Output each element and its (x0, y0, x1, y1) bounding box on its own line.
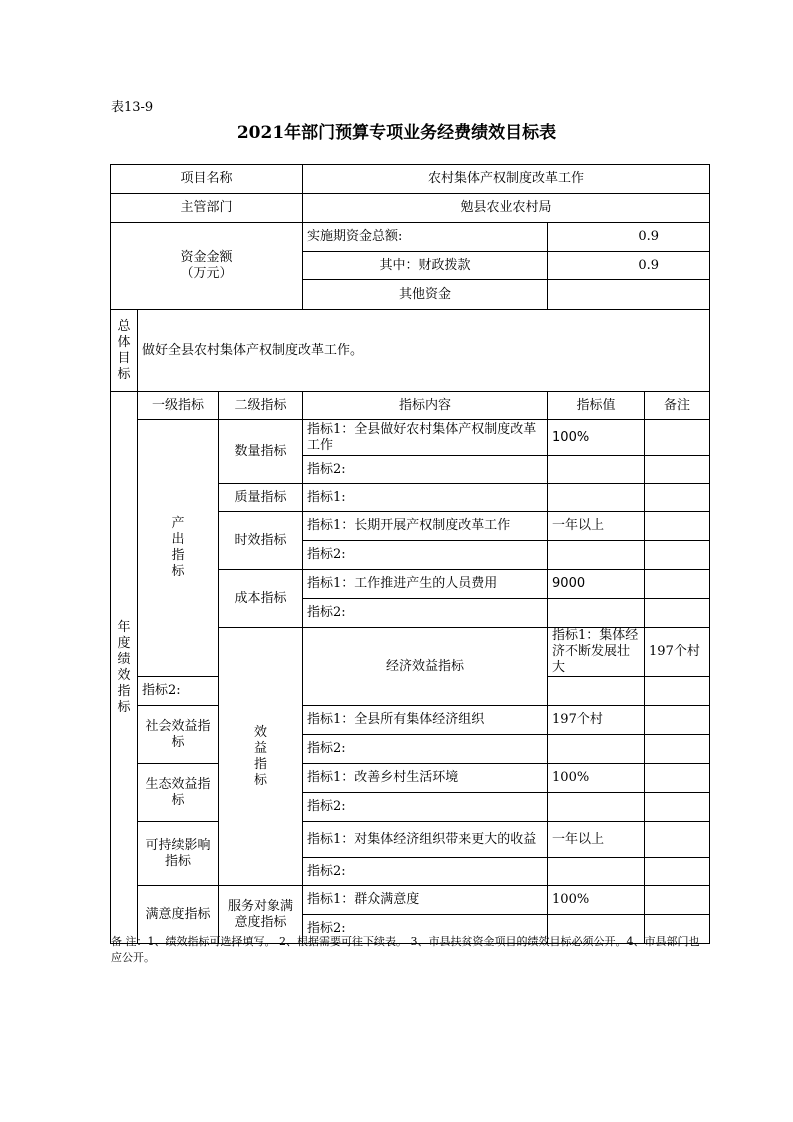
row-c1-value: 9000 (548, 570, 645, 599)
row-ql1-value (548, 484, 645, 512)
row-g2-value (548, 793, 645, 822)
row-p1-value: 一年以上 (548, 822, 645, 858)
row-s1-value: 197个村 (548, 706, 645, 735)
funds-label-line1: 资金金额 (180, 250, 233, 265)
row-p2-value (548, 858, 645, 886)
row-t1-value: 一年以上 (548, 512, 645, 541)
sub-eco: 生态效益指标 (138, 764, 219, 822)
sub-sustain: 可持续影响指标 (138, 822, 219, 886)
row-e2-remark (645, 677, 710, 706)
row-c2-content: 指标2: (303, 599, 548, 628)
sub-cost: 成本指标 (219, 570, 303, 628)
row-c1-content: 指标1：工作推进产生的人员费用 (303, 570, 548, 599)
footnote: 备 注：1、绩效指标可选择填写。 2、根据需要可往下续表。 3、市县扶贫资金项目的绩效目标必须公开。4、市县部门也应公开。 (111, 935, 700, 964)
funds-fiscal-value: 0.9 (548, 252, 710, 280)
row-q2-content: 指标2: (303, 456, 548, 484)
annual-indicators-text: 年度绩效指标 (117, 619, 131, 715)
header-remark: 备注 (645, 392, 710, 420)
row-ql1-content: 指标1: (303, 484, 548, 512)
row-g2-content: 指标2: (303, 793, 548, 822)
row-s2-value (548, 735, 645, 764)
table-row (111, 822, 710, 858)
group-output-text: 产出指标 (171, 516, 185, 579)
sub-social: 社会效益指标 (138, 706, 219, 764)
row-t2-remark (645, 541, 710, 570)
row-m1-content: 指标1：群众满意度 (303, 886, 548, 915)
row-q2-remark (645, 456, 710, 484)
funds-label (111, 223, 303, 310)
row-ql1-remark (645, 484, 710, 512)
row-t1-remark (645, 512, 710, 541)
row-p2-content: 指标2: (303, 858, 548, 886)
annual-indicators-label (111, 392, 138, 944)
group-output (138, 420, 219, 677)
row-s2-content: 指标2: (303, 735, 548, 764)
overall-goal-label-text: 总体目标 (117, 318, 131, 382)
row-c1-remark (645, 570, 710, 599)
table-row (111, 420, 710, 456)
funds-total-row (111, 223, 710, 252)
table-row (111, 764, 710, 793)
table-row (111, 886, 710, 915)
row-m1-remark (645, 886, 710, 915)
row-c2-value (548, 599, 645, 628)
group-benefit (219, 628, 303, 886)
row-p2-remark (645, 858, 710, 886)
funds-other-value (548, 280, 710, 310)
header-level1: 一级指标 (138, 392, 219, 420)
row-t1-content: 指标1：长期开展产权制度改革工作 (303, 512, 548, 541)
performance-table (110, 164, 710, 944)
row-s1-remark (645, 706, 710, 735)
header-value: 指标值 (548, 392, 645, 420)
funds-total-value: 0.9 (548, 223, 710, 252)
row-q1-value: 100% (548, 420, 645, 456)
row-e1-content: 指标1：集体经济不断发展壮大 (548, 628, 645, 677)
project-name-value: 农村集体产权制度改革工作 (303, 165, 710, 194)
row-g1-value: 100% (548, 764, 645, 793)
header-row (111, 392, 710, 420)
overall-goal-row (111, 310, 710, 392)
project-name-label: 项目名称 (111, 165, 303, 194)
sub-economic: 经济效益指标 (303, 628, 548, 706)
sub-quality: 质量指标 (219, 484, 303, 512)
page-title: 2021年部门预算专项业务经费绩效目标表 (236, 123, 557, 143)
row-q2-value (548, 456, 645, 484)
header-level2: 二级指标 (219, 392, 303, 420)
group-satisfaction: 满意度指标 (138, 886, 219, 944)
funds-label-line2: （万元） (180, 266, 233, 281)
project-name-row (111, 165, 710, 194)
row-t2-content: 指标2: (303, 541, 548, 570)
row-e2-content: 指标2: (138, 677, 219, 706)
group-benefit-text: 效益指标 (254, 724, 268, 788)
sub-quantity: 数量指标 (219, 420, 303, 484)
row-g1-content: 指标1：改善乡村生活环境 (303, 764, 548, 793)
row-p1-content: 指标1：对集体经济组织带来更大的收益 (303, 822, 548, 858)
overall-goal-text: 做好全县农村集体产权制度改革工作。 (138, 310, 710, 392)
dept-row (111, 194, 710, 223)
row-q1-remark (645, 420, 710, 456)
row-e2-value (548, 677, 645, 706)
funds-other-label: 其他资金 (303, 280, 548, 310)
row-e1-value: 197个村 (645, 628, 710, 677)
row-p1-remark (645, 822, 710, 858)
sub-time: 时效指标 (219, 512, 303, 570)
row-g2-remark (645, 793, 710, 822)
row-m2-content: 指标2: (303, 915, 548, 944)
row-s1-content: 指标1：全县所有集体经济组织 (303, 706, 548, 735)
sub-service: 服务对象满意度指标 (219, 886, 303, 944)
funds-total-label: 实施期资金总额: (303, 223, 548, 252)
row-c2-remark (645, 599, 710, 628)
header-content: 指标内容 (303, 392, 548, 420)
row-q1-content: 指标1：全县做好农村集体产权制度改革工作 (303, 420, 548, 456)
funds-fiscal-label: 其中：财政拨款 (303, 252, 548, 280)
overall-goal-label (111, 310, 138, 392)
row-t2-value (548, 541, 645, 570)
dept-label: 主管部门 (111, 194, 303, 223)
dept-value: 勉县农业农村局 (303, 194, 710, 223)
table-row (111, 706, 710, 735)
row-g1-remark (645, 764, 710, 793)
table-number: 表13-9 (111, 100, 154, 115)
row-s2-remark (645, 735, 710, 764)
row-m1-value: 100% (548, 886, 645, 915)
